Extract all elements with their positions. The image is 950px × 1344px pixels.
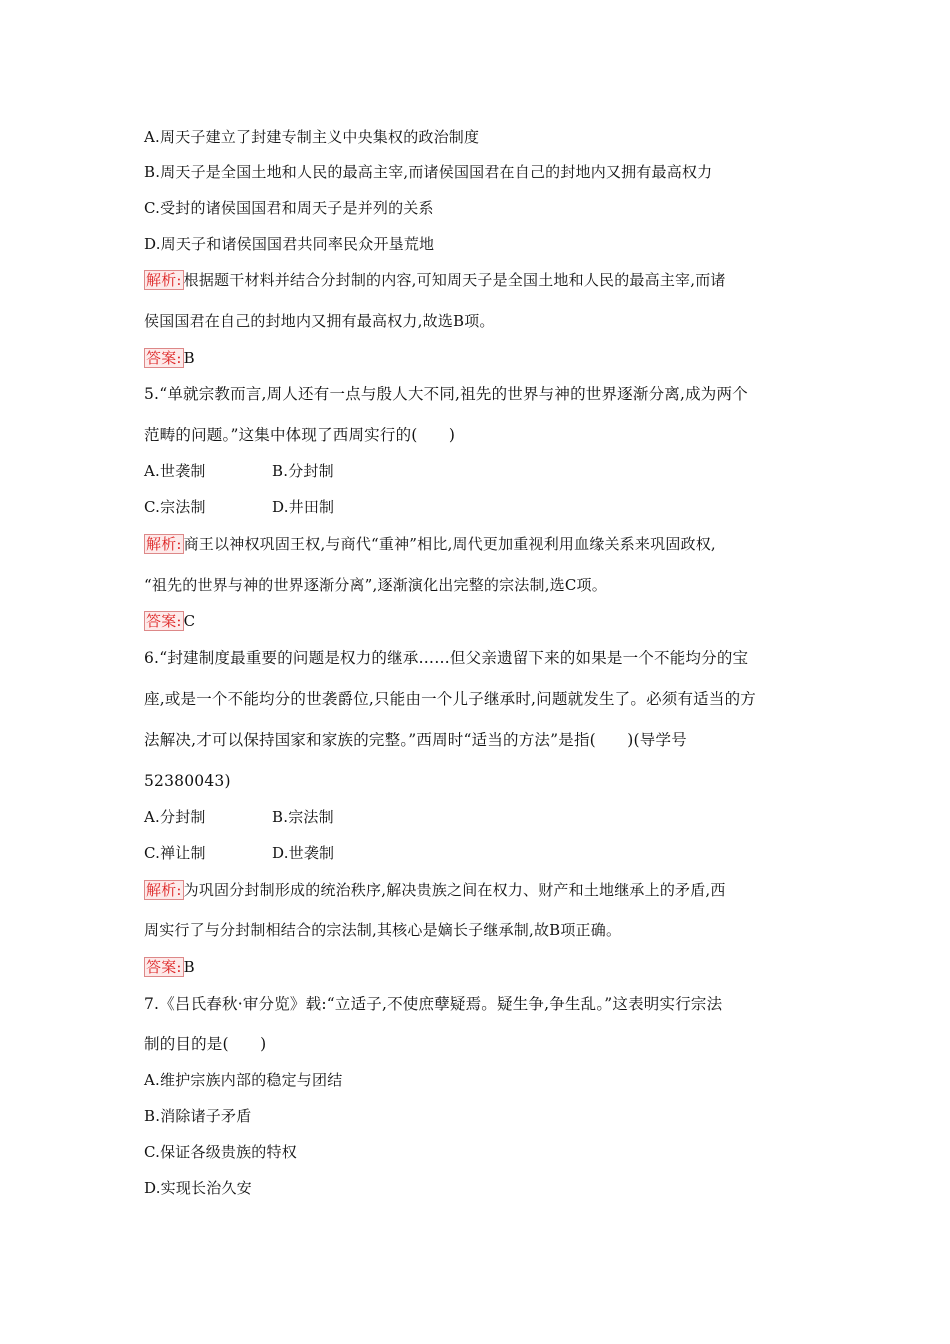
q5-option-a: A.世袭制 xyxy=(144,462,206,480)
q7-stem-line-2: 制的目的是( ) xyxy=(144,1035,267,1053)
analysis-tag: 解析: xyxy=(146,881,182,899)
q6-stem-line-2: 座,或是一个不能均分的世袭爵位,只能由一个儿子继承时,问题就发生了。必须有适当的方 xyxy=(144,690,756,708)
q4-analysis-line-2: 侯国国君在自己的封地内又拥有最高权力,故选B项。 xyxy=(144,312,495,330)
q5-option-c: C.宗法制 xyxy=(144,498,206,516)
q6-option-a: A.分封制 xyxy=(144,808,206,826)
q7-option-b: B.消除诸子矛盾 xyxy=(144,1107,252,1125)
q6-option-d: D.世袭制 xyxy=(272,844,335,862)
q7-stem-line-1: 7.《吕氏春秋·审分览》载:“立适子,不使庶孽疑焉。疑生争,争生乱。”这表明实行宗法 xyxy=(144,995,723,1013)
q6-stem-line-3: 法解决,才可以保持国家和家族的完整。”西周时“适当的方法”是指( )(导学号 xyxy=(144,731,687,749)
q6-options-row-2 xyxy=(144,843,335,863)
analysis-text: 为巩固分封制形成的统治秩序,解决贵族之间在权力、财产和土地继承上的矛盾,西 xyxy=(183,881,726,899)
q6-options-row-1 xyxy=(144,807,334,827)
analysis-tag: 解析: xyxy=(146,271,182,289)
q6-analysis-line-1 xyxy=(144,880,726,900)
answer-value: C xyxy=(183,612,196,630)
q6-option-b: B.宗法制 xyxy=(272,808,334,826)
q4-option-b: B.周天子是全国土地和人民的最高主宰,而诸侯国国君在自己的封地内又拥有最高权力 xyxy=(144,163,713,181)
answer-value: B xyxy=(183,958,195,976)
analysis-text: 商王以神权巩固王权,与商代“重神”相比,周代更加重视利用血缘关系来巩固政权, xyxy=(183,535,716,553)
analysis-text: 根据题干材料并结合分封制的内容,可知周天子是全国土地和人民的最高主宰,而诸 xyxy=(183,271,726,289)
q5-options-row-2 xyxy=(144,497,335,517)
q5-stem-line-1: 5.“单就宗教而言,周人还有一点与殷人大不同,祖先的世界与神的世界逐渐分离,成为两个 xyxy=(144,385,748,403)
q4-answer xyxy=(144,348,195,368)
q6-analysis-line-2: 周实行了与分封制相结合的宗法制,其核心是嫡长子继承制,故B项正确。 xyxy=(144,921,622,939)
q5-answer xyxy=(144,611,195,631)
q7-option-c: C.保证各级贵族的特权 xyxy=(144,1143,297,1161)
q5-option-b: B.分封制 xyxy=(272,462,334,480)
q6-stem-line-1: 6.“封建制度最重要的问题是权力的继承……但父亲遗留下来的如果是一个不能均分的宝 xyxy=(144,649,749,667)
q5-option-d: D.井田制 xyxy=(272,498,335,516)
q5-stem-line-2: 范畴的问题。”这集中体现了西周实行的( ) xyxy=(144,426,456,444)
q6-answer xyxy=(144,957,195,977)
q7-option-a: A.维护宗族内部的稳定与团结 xyxy=(144,1071,343,1089)
q6-stem-line-4: 52380043) xyxy=(144,772,231,790)
q5-analysis-line-2: “祖先的世界与神的世界逐渐分离”,逐渐演化出完整的宗法制,选C项。 xyxy=(144,576,607,594)
q4-option-d: D.周天子和诸侯国国君共同率民众开垦荒地 xyxy=(144,235,435,253)
answer-value: B xyxy=(183,349,195,367)
q4-option-c: C.受封的诸侯国国君和周天子是并列的关系 xyxy=(144,199,434,217)
q4-analysis-line-1 xyxy=(144,270,726,290)
q4-option-a: A.周天子建立了封建专制主义中央集权的政治制度 xyxy=(144,128,480,146)
q6-option-c: C.禅让制 xyxy=(144,844,206,862)
analysis-tag: 解析: xyxy=(146,535,182,553)
q5-analysis-line-1 xyxy=(144,534,716,554)
answer-tag: 答案: xyxy=(146,958,182,976)
q5-options-row-1 xyxy=(144,461,334,481)
answer-tag: 答案: xyxy=(146,349,182,367)
answer-tag: 答案: xyxy=(146,612,182,630)
q7-option-d: D.实现长治久安 xyxy=(144,1179,252,1197)
